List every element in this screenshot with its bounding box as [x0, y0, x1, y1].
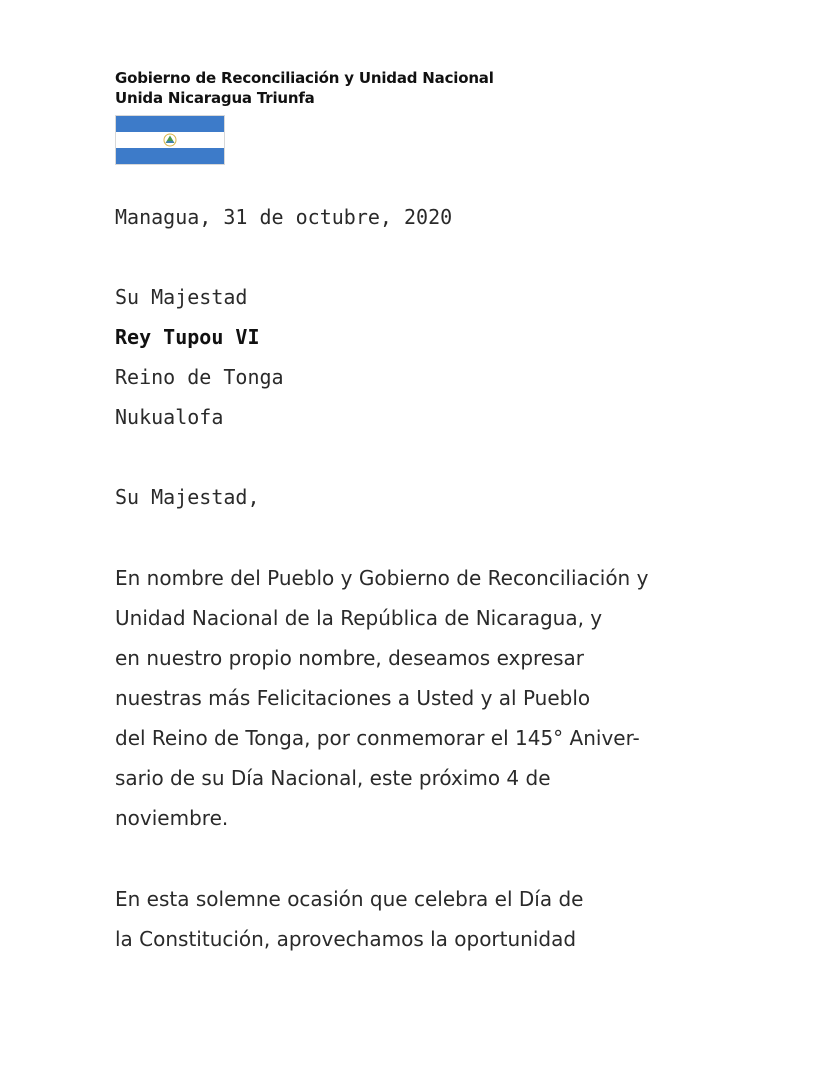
recipient-city: Nukualofa — [115, 405, 224, 429]
paragraph-line: Unidad Nacional de la República de Nicaragua, y — [115, 606, 603, 630]
flag-coat-of-arms-icon — [162, 133, 178, 147]
recipient-kingdom: Reino de Tonga — [115, 365, 284, 389]
paragraph-line: sario de su Día Nacional, este próximo 4 de — [115, 766, 551, 790]
date-line: Managua, 31 de octubre, 2020 — [115, 205, 453, 229]
letterhead — [115, 68, 494, 108]
paragraph-line: la Constitución, aprovechamos la oportunidad — [115, 927, 577, 951]
paragraph-constitution — [115, 879, 711, 959]
recipient-title: Su Majestad — [115, 285, 248, 309]
paragraph-line: en nuestro propio nombre, deseamos expresar — [115, 646, 585, 670]
paragraph-congratulations — [115, 558, 711, 838]
paragraph-line: noviembre. — [115, 806, 229, 830]
paragraph-line: En esta solemne ocasión que celebra el Día de — [115, 887, 584, 911]
letterhead-government-name: Gobierno de Reconciliación y Unidad Nacional — [115, 69, 494, 87]
nicaragua-flag-icon — [115, 115, 225, 165]
paragraph-line: del Reino de Tonga, por conmemorar el 145° Aniver- — [115, 726, 640, 750]
recipient-name: Rey Tupou VI — [115, 325, 260, 349]
paragraph-line: nuestras más Felicitaciones a Usted y al Pueblo — [115, 686, 591, 710]
greeting: Su Majestad, — [115, 485, 260, 509]
letterhead-slogan: Unida Nicaragua Triunfa — [115, 89, 315, 107]
flag-top-band — [116, 116, 224, 132]
flag-bottom-band — [116, 148, 224, 164]
paragraph-line: En nombre del Pueblo y Gobierno de Reconciliación y — [115, 566, 649, 590]
